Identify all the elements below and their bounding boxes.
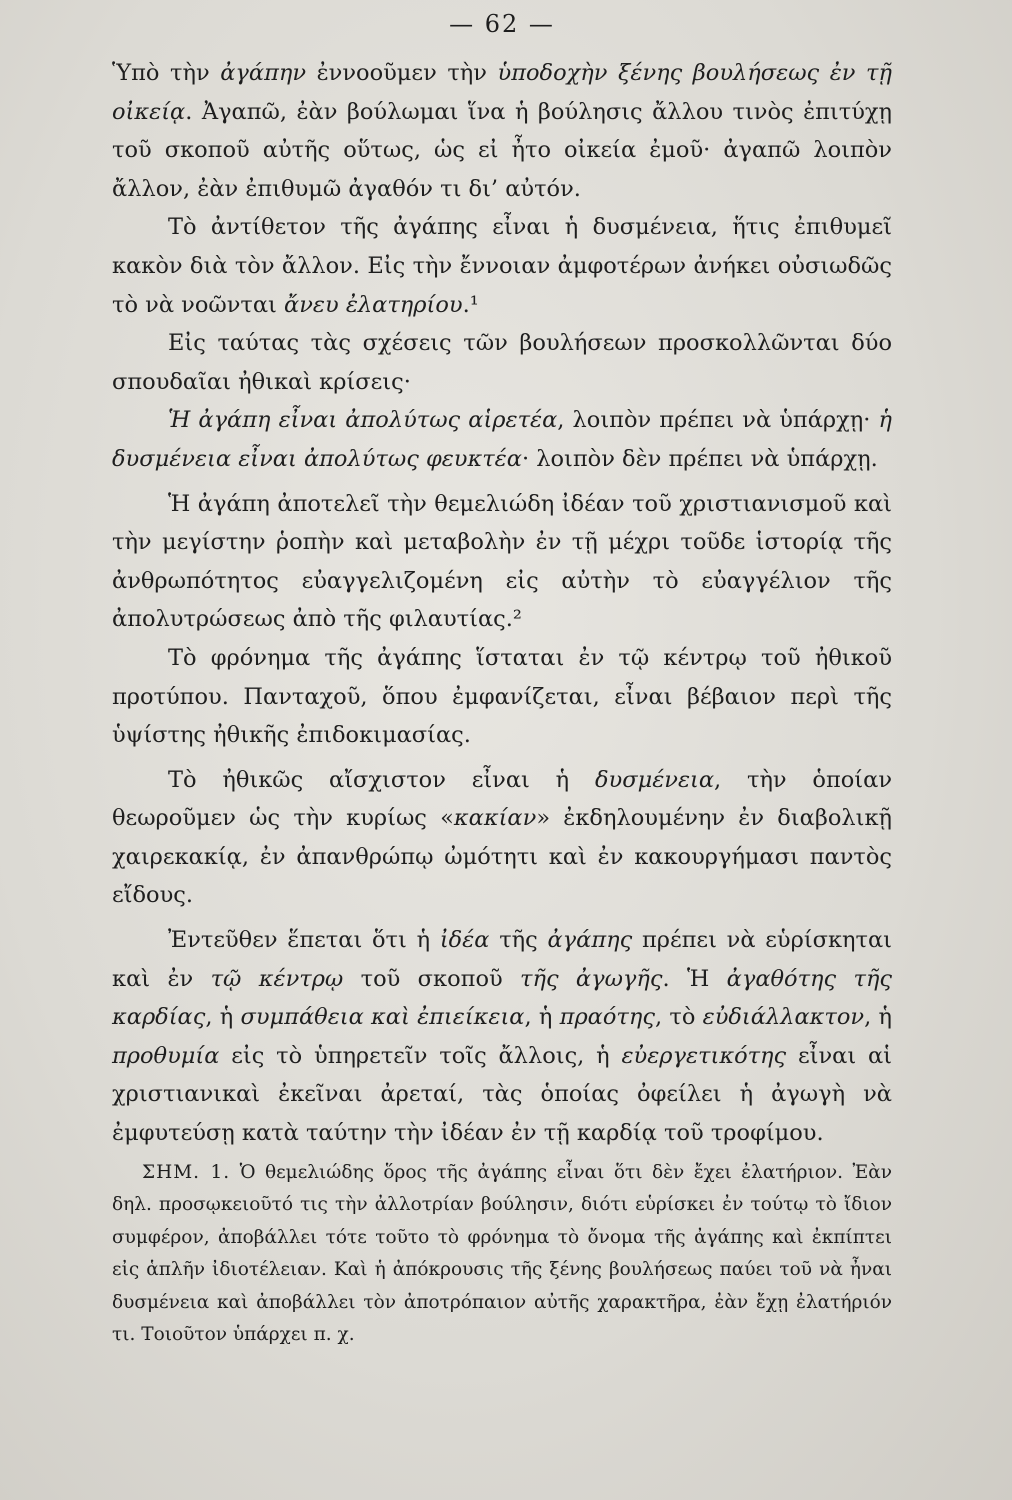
paragraph-6	[112, 639, 892, 755]
text-run: πραότης	[559, 1004, 655, 1031]
text-run: ἄνευ ἐλατηρίου	[284, 291, 463, 318]
text-run: , ἡ	[205, 1004, 241, 1031]
paragraph-4	[112, 401, 892, 478]
text-run: συμπάθεια καὶ ἐπιείκεια	[240, 1004, 525, 1031]
text-run: κακίαν	[453, 805, 537, 832]
text-run: εὐδιάλλακτον	[702, 1004, 865, 1031]
text-run: , τὴν ὁποίαν θεωροῦμεν ὡς τὴν κυρίως «	[112, 766, 892, 832]
text-run: , ἡ	[524, 1004, 560, 1031]
text-run: » ἐκδηλουμένην ἐν διαβολικῇ χαιρεκακίᾳ, ἐν ἀπανθρώπῳ ὠμότητι καὶ ἐν κακουργήμασι παντὸς εἴδους.	[112, 805, 892, 909]
text-run: ἀγάπης	[547, 927, 633, 954]
text-run: Τὸ ἠθικῶς αἴσχιστον εἶναι ἡ	[168, 766, 595, 793]
text-run: ἐννοοῦμεν τὴν	[306, 60, 498, 86]
text-run: Τὸ ἀντίθετον τῆς ἀγάπης εἶναι ἡ δυσμένεια, ἥτις ἐπιθυμεῖ κακὸν διὰ τὸν ἄλλον. Εἰς τὴν ἔννοιαν ἀμφοτέρων ἀνήκει οὐσιωδῶς τὸ νὰ νοῶνται	[112, 214, 892, 318]
text-run: ἰδέα	[439, 927, 490, 954]
text-run: τοῦ σκοποῦ	[343, 965, 521, 992]
text-run: Ἐντεῦθεν ἕπεται ὅτι ἡ	[168, 927, 440, 954]
text-run: Τὸ φρόνημα τῆς ἀγάπης ἵσταται ἐν τῷ κέντρῳ τοῦ ἠθικοῦ προτύπου. Πανταχοῦ, ὅπου ἐμφανίζεται, εἶναι βέβαιον περὶ τῆς ὑψίστης ἠθικῆς ἐπιδοκιμασίας.	[112, 644, 892, 749]
text-run: , λοιπὸν πρέπει νὰ ὑπάρχῃ·	[557, 407, 879, 434]
text-run: ἀγαθότης τῆς καρδίας	[112, 965, 893, 1031]
text-run: τῆς	[489, 927, 548, 954]
footnote-text: Ὁ θεμελιώδης ὅρος τῆς ἀγάπης εἶναι ὅτι δὲν ἔχει ἐλατήριον. Ἐὰν δηλ. προσῳκειοῦτό τις τὴν ἀλλοτρίαν βούλησιν, διότι εὑρίσκει ἐν τούτῳ τὸ ἴδιον συμφέρον, ἀποβάλλει τότε τοῦτο τὸ φρόνημα τὸ ὄνομα τῆς ἀγάπης καὶ ἐκπίπτει εἰς ἁπλῆν ἰδιοτέλειαν. Καὶ ἡ ἀπόκρουσις τῆς ξένης βουλήσεως παύει τοῦ νὰ ἦναι δυσμένεια καὶ ἀποβάλλει τὸν ἀποτρόπαιον αὐτῆς χαρακτῆρα, ἐὰν ἔχῃ ἐλατήριόν τι. Τοιοῦτον ὑπάρχει π. χ.	[112, 1161, 892, 1346]
text-run: ἡ δυσμένεια εἶναι ἀπολύτως φευκτέα	[112, 407, 892, 472]
text-run: εὐεργετικότης	[621, 1042, 787, 1069]
text-run: εἶναι αἱ χριστιανικαὶ ἐκεῖναι ἀρεταί, τὰς ὁποίας ὀφείλει ἡ ἀγωγὴ νὰ ἐμφυτεύσῃ κατὰ ταύτην τὴν ἰδέαν ἐν τῇ καρδίᾳ τοῦ τροφίμου.	[112, 1042, 892, 1147]
paragraph-8	[112, 921, 892, 1153]
text-run: τῆς ἀγωγῆς	[520, 965, 663, 992]
text-run: .¹	[462, 291, 479, 318]
text-run: Ὑπὸ τὴν	[112, 60, 221, 86]
text-run: πρέπει νὰ εὑρίσκηται καὶ ἐν	[112, 927, 893, 992]
text-run: τῷ κέντρῳ	[210, 965, 344, 992]
paragraph-3	[112, 324, 892, 401]
text-run: , ἡ	[864, 1004, 892, 1031]
text-run: προθυμία	[112, 1042, 220, 1069]
paragraph-5	[112, 485, 892, 639]
text-run: ἀγάπην	[220, 60, 307, 86]
footnote-label: ΣΗΜ. 1.	[142, 1161, 231, 1183]
text-run: Ἡ ἀγάπη ἀποτελεῖ τὴν θεμελιώδη ἰδέαν τοῦ χριστιανισμοῦ καὶ τὴν μεγίστην ῥοπὴν καὶ μεταβολὴν ἐν τῇ μέχρι τοῦδε ἱστορίᾳ τῆς ἀνθρωπότητος εὐαγγελιζομένη εἰς αὐτὴν τὸ εὐαγγέλιον τῆς ἀπολυτρώσεως ἀπὸ τῆς φιλαυτίας.²	[112, 490, 892, 633]
text-run: . Ἀγαπῶ, ἐὰν βούλωμαι ἵνα ἡ βούλησις ἄλλου τινὸς ἐπιτύχῃ τοῦ σκοποῦ αὐτῆς οὕτως, ὡς εἰ ἦτο οἰκεία ἐμοῦ· ἀγαπῶ λοιπὸν ἄλλον, ἐὰν ἐπιθυμῶ ἀγαθόν τι δι’ αὐτόν.	[112, 98, 892, 202]
paragraph-1	[112, 54, 892, 208]
page-number: — 62 —	[449, 10, 555, 38]
text-run: εἰς τὸ ὑπηρετεῖν τοῖς ἄλλοις, ἡ	[219, 1042, 622, 1069]
paragraph-7	[112, 761, 892, 915]
text-run: δυσμένεια	[594, 766, 715, 793]
text-run: ὑποδοχὴν ξένης βουλήσεως ἐν τῇ οἰκείᾳ	[112, 60, 892, 125]
text-run: . Ἡ	[662, 965, 727, 992]
text-run: , τὸ	[654, 1004, 703, 1031]
text-run: · λοιπὸν δὲν πρέπει νὰ ὑπάρχῃ.	[521, 445, 878, 472]
footnote	[112, 1157, 892, 1352]
text-run: Ἡ ἀγάπη εἶναι ἀπολύτως αἱρετέα	[168, 407, 558, 434]
paragraph-2	[112, 208, 892, 324]
text-run: Εἰς ταύτας τὰς σχέσεις τῶν βουλήσεων προσκολλῶνται δύο σπουδαῖαι ἠθικαὶ κρίσεις·	[112, 330, 892, 395]
page-body	[112, 54, 892, 1153]
